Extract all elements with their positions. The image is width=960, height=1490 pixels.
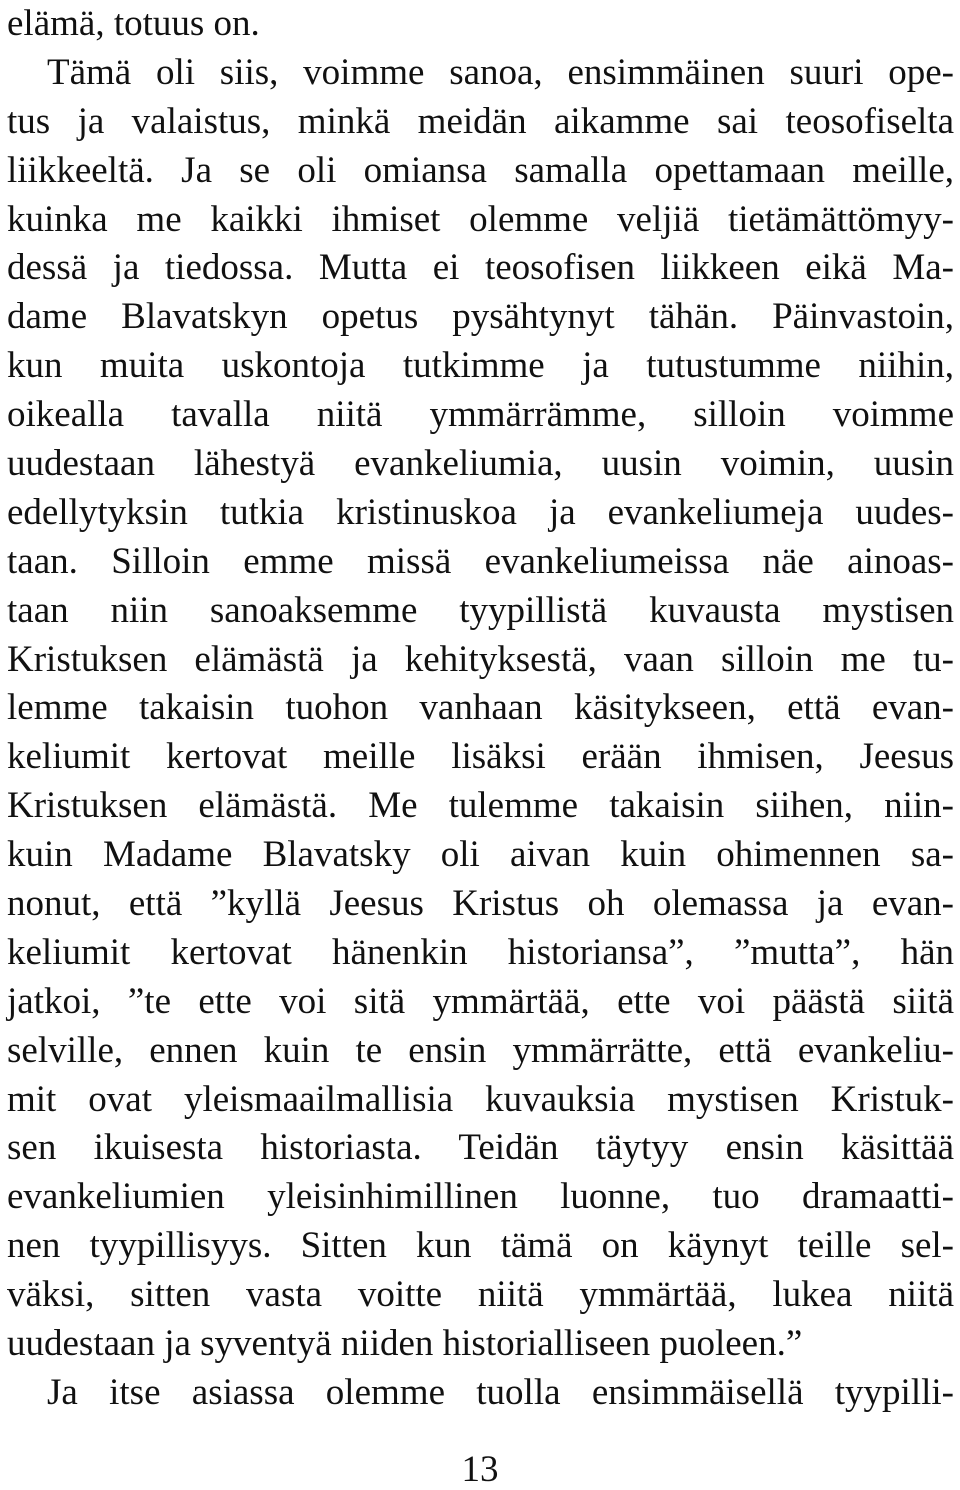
text-line: nonut, että ”kyllä Jeesus Kristus oh olemassa ja evan- [7, 883, 954, 925]
text-line: edellytyksin tutkia kristinuskoa ja evankeliumeja uudes- [7, 491, 954, 533]
text-line: elämä, totuus on. [7, 3, 260, 44]
text-line: liikkeeltä. Ja se oli omiansa samalla opettamaan meille, [7, 149, 954, 191]
text-line: dessä ja tiedossa. Mutta ei teosofisen liikkeen eikä Ma- [7, 247, 954, 289]
text-line: Kristuksen elämästä ja kehityksestä, vaan silloin me tu- [7, 638, 954, 680]
text-line: keliumit kertovat hänenkin historiansa”, ”mutta”, hän [7, 931, 954, 973]
text-line: sen ikuisesta historiasta. Teidän täytyy ensin käsittää [7, 1127, 954, 1169]
text-line: taan. Silloin emme missä evankeliumeissa näe ainoas- [7, 540, 954, 582]
text-line: dame Blavatskyn opetus pysähtynyt tähän. Päinvastoin, [7, 296, 954, 338]
text-line: väksi, sitten vasta voitte niitä ymmärtää, lukea niitä [7, 1274, 954, 1316]
text-line: tus ja valaistus, minkä meidän aikamme sai teosofiselta [7, 100, 954, 142]
body-text [7, 0, 954, 1418]
text-line: evankeliumien yleisinhimillinen luonne, tuo dramaatti- [7, 1176, 954, 1218]
text-line: uudestaan lähestyä evankeliumia, uusin voimin, uusin [7, 443, 954, 485]
text-line: taan niin sanoaksemme tyypillistä kuvausta mystisen [7, 589, 954, 631]
text-line: Kristuksen elämästä. Me tulemme takaisin siihen, niin- [7, 785, 954, 827]
text-line: mit ovat yleismaailmallisia kuvauksia mystisen Kristuk- [7, 1078, 954, 1120]
text-line: lemme takaisin tuohon vanhaan käsitykseen, että evan- [7, 687, 954, 729]
text-line: oikealla tavalla niitä ymmärrämme, silloin voimme [7, 394, 954, 436]
text-line: kuinka me kaikki ihmiset olemme veljiä tietämättömyy- [7, 198, 954, 240]
text-line: jatkoi, ”te ette voi sitä ymmärtää, ette voi päästä siitä [7, 980, 954, 1022]
text-line: Ja itse asiassa olemme tuolla ensimmäisellä tyypilli- [47, 1371, 954, 1413]
page-number: 13 [461, 1449, 499, 1490]
text-line: kuin Madame Blavatsky oli aivan kuin ohimennen sa- [7, 834, 954, 876]
text-line: selville, ennen kuin te ensin ymmärrätte, että evankeliu- [7, 1029, 954, 1071]
text-line: nen tyypillisyys. Sitten kun tämä on käynyt teille sel- [7, 1225, 954, 1267]
text-line: keliumit kertovat meille lisäksi erään ihmisen, Jeesus [7, 736, 954, 778]
text-line: Tämä oli siis, voimme sanoa, ensimmäinen suuri ope- [47, 51, 954, 93]
text-line: uudestaan ja syventyä niiden historialliseen puoleen.” [7, 1323, 803, 1365]
text-line: kun muita uskontoja tutkimme ja tutustumme niihin, [7, 345, 954, 387]
